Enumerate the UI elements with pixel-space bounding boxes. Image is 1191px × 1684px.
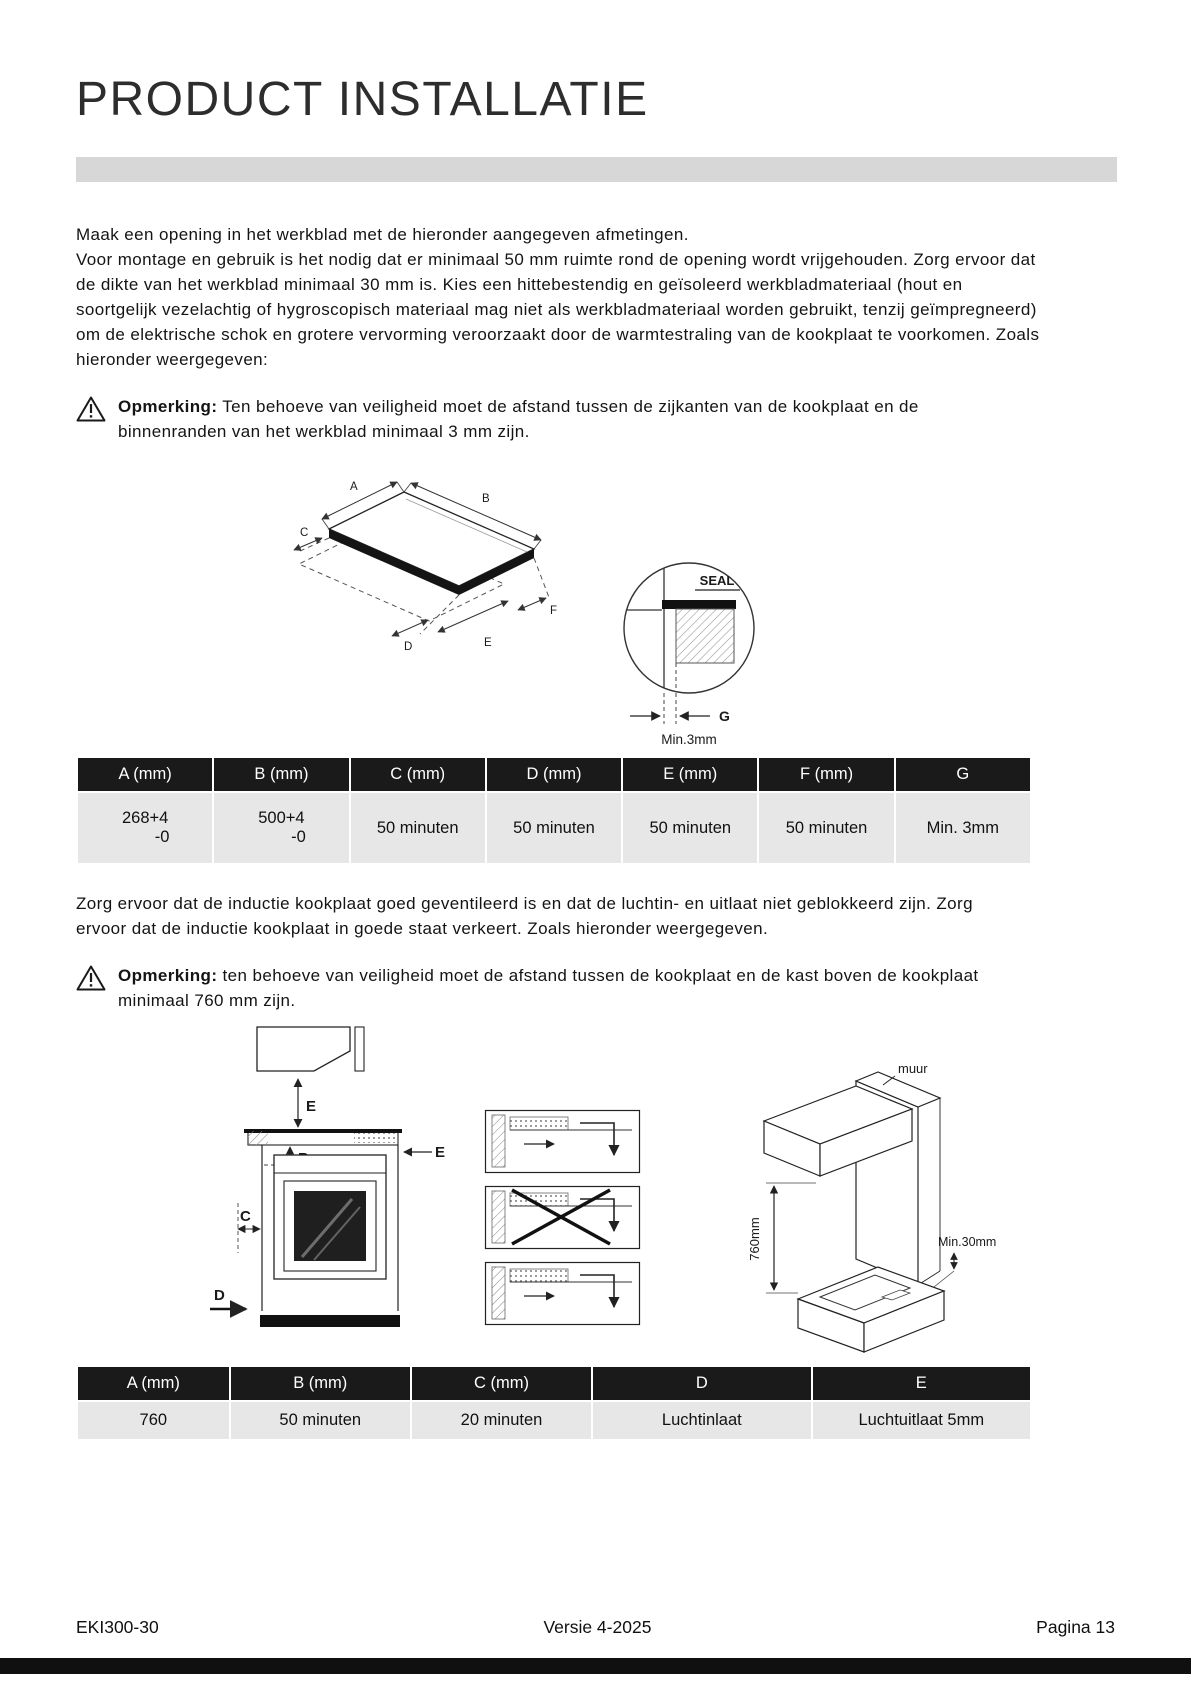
oven-clearance-diagram bbox=[202, 1021, 447, 1356]
warning-icon bbox=[76, 394, 106, 428]
safety-note-1 bbox=[76, 394, 1115, 444]
ventilation-paragraph: Zorg ervoor dat de inductie kookplaat goed geventileerd is en dat de luchtin- en uitlaat niet geblokkeerd zijn. Zorg ervoor dat de inductie kookplaat in goede staat verkeert. Zoals hieronder weergegeven. bbox=[76, 894, 973, 938]
min-3mm-label: Min.3mm bbox=[661, 732, 717, 747]
page-title: PRODUCT INSTALLATIE bbox=[76, 73, 649, 126]
col-header-g: G bbox=[895, 757, 1031, 792]
col-header-b: B (mm) bbox=[213, 757, 349, 792]
seal-strip bbox=[662, 600, 736, 609]
table-row bbox=[77, 1401, 1031, 1440]
col-header-e: E bbox=[812, 1366, 1031, 1401]
col-header-a: A (mm) bbox=[77, 757, 213, 792]
seal-detail-diagram bbox=[604, 543, 784, 750]
airflow-example-allowed-1 bbox=[486, 1111, 640, 1173]
note-1-text: Opmerking: Ten behoeve van veiligheid moet de afstand tussen de zijkanten van de kookplaat en de binnenranden van het werkblad minimaal 3 mm zijn. bbox=[118, 397, 919, 441]
gap-label-g: G bbox=[719, 708, 730, 724]
cutout-diagram-group bbox=[76, 448, 1115, 750]
cell-b: 50 minuten bbox=[230, 1401, 411, 1440]
dim-label-e: E bbox=[484, 637, 492, 649]
footer-model: EKI300-30 bbox=[76, 1617, 159, 1637]
footer-bar bbox=[0, 1658, 1191, 1674]
cell-a: 268+4 -0 bbox=[77, 792, 213, 864]
cell-b: 500+4 -0 bbox=[213, 792, 349, 864]
seal-label: SEAL bbox=[699, 573, 735, 588]
dim-label-d: D bbox=[214, 1287, 225, 1304]
airflow-examples-diagram bbox=[484, 1109, 642, 1327]
cell-e: 50 minuten bbox=[622, 792, 758, 864]
dim-label-c: C bbox=[240, 1208, 251, 1225]
cell-g: Min. 3mm bbox=[895, 792, 1031, 864]
cell-c: 20 minuten bbox=[411, 1401, 592, 1440]
table-row bbox=[77, 792, 1031, 864]
footer bbox=[76, 1617, 1115, 1638]
title-divider-bar bbox=[76, 157, 1117, 182]
airflow-example-allowed-2 bbox=[486, 1263, 640, 1325]
dim-label-b: B bbox=[482, 493, 490, 505]
cutout-dimensions-table bbox=[76, 756, 1032, 865]
min-30mm-label: Min.30mm bbox=[938, 1235, 997, 1249]
cell-f: 50 minuten bbox=[758, 792, 894, 864]
height-760mm-label: 760mm bbox=[747, 1217, 762, 1261]
intro-line-1: Maak een opening in het werkblad met de hieronder aangegeven afmetingen. bbox=[76, 225, 689, 244]
table-header-row bbox=[77, 757, 1031, 792]
clearance-dimensions-table bbox=[76, 1365, 1032, 1441]
col-header-e: E (mm) bbox=[622, 757, 758, 792]
note-2-label: Opmerking: bbox=[118, 966, 218, 985]
airflow-example-forbidden bbox=[486, 1187, 640, 1249]
col-header-a: A (mm) bbox=[77, 1366, 230, 1401]
wall-label: muur bbox=[898, 1061, 928, 1076]
warning-icon bbox=[76, 963, 106, 997]
dim-label-e-right: E bbox=[435, 1144, 446, 1161]
plinth-base bbox=[260, 1315, 400, 1327]
cell-c: 50 minuten bbox=[350, 792, 486, 864]
clearance-diagram-group bbox=[76, 1021, 1115, 1359]
dim-label-a: A bbox=[350, 481, 358, 493]
dim-label-e-top: E bbox=[306, 1098, 317, 1115]
col-header-b: B (mm) bbox=[230, 1366, 411, 1401]
col-header-d: D bbox=[592, 1366, 811, 1401]
cell-a: 760 bbox=[77, 1401, 230, 1440]
intro-line-2: Voor montage en gebruik is het nodig dat er minimaal 50 mm ruimte rond de opening wordt vrijgehouden. Zorg ervoor dat de dikte van het werkblad minimaal 30 mm is. Kies een hittebestendig en geïsoleerd werkbladmateriaal (hout en soortgelijk vezelachtig of hygroscopisch materiaal mag niet als werkbladmateriaal worden gebruikt, tenzij geïmpregneerd) om de elektrische schok en grotere vervorming veroorzaakt door de warmtestraling van de kookplaat te voorkomen. Zoals hieronder weergegeven: bbox=[76, 250, 1040, 369]
cooktop-cutout-diagram bbox=[292, 450, 612, 715]
note-1-label: Opmerking: bbox=[118, 397, 218, 416]
extractor-hood bbox=[257, 1027, 350, 1071]
hob-body-hatch bbox=[676, 609, 734, 663]
note-2-text: Opmerking: ten behoeve van veiligheid moet de afstand tussen de kookplaat en de kast boven de kookplaat minimaal 760 mm zijn. bbox=[118, 966, 979, 1010]
col-header-c: C (mm) bbox=[350, 757, 486, 792]
col-header-c: C (mm) bbox=[411, 1366, 592, 1401]
cell-d: 50 minuten bbox=[486, 792, 622, 864]
table-header-row bbox=[77, 1366, 1031, 1401]
dim-label-d: D bbox=[404, 641, 413, 653]
safety-note-2 bbox=[76, 963, 1115, 1013]
dim-label-f: F bbox=[550, 605, 558, 617]
col-header-d: D (mm) bbox=[486, 757, 622, 792]
wall-clearance-diagram bbox=[686, 1059, 1001, 1359]
footer-page-number: Pagina 13 bbox=[1036, 1617, 1115, 1637]
col-header-f: F (mm) bbox=[758, 757, 894, 792]
footer-version: Versie 4-2025 bbox=[543, 1617, 652, 1637]
dim-label-c: C bbox=[300, 527, 309, 539]
cell-e: Luchtuitlaat 5mm bbox=[812, 1401, 1031, 1440]
cell-d: Luchtinlaat bbox=[592, 1401, 811, 1440]
